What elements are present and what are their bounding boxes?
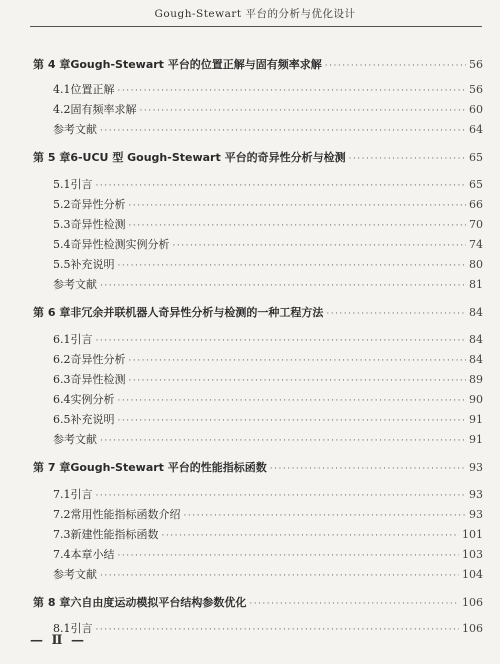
dot-leader [140, 106, 467, 116]
section-title: 本章小结 [70, 548, 115, 561]
page-number: 90 [469, 393, 483, 406]
chapter-title: Gough-Stewart 平台的位置正解与固有频率求解 [70, 58, 322, 71]
page-number: 74 [469, 238, 483, 251]
dot-leader [100, 126, 466, 136]
page-number: 91 [469, 433, 483, 446]
page-number: 101 [462, 528, 483, 541]
dot-leader [162, 531, 460, 541]
toc-section-5-3[interactable] [53, 216, 483, 232]
toc-section-7-2[interactable] [53, 506, 483, 522]
chapter-title: 六自由度运动模拟平台结构参数优化 [70, 596, 247, 609]
references-title: 参考文献 [53, 568, 97, 581]
section-title: 实例分析 [70, 393, 115, 406]
toc-section-6-1[interactable] [53, 331, 483, 347]
chapter-number: 第 7 章 [33, 461, 71, 474]
page-number: 93 [469, 488, 483, 501]
section-number: 6.4 [53, 393, 71, 406]
dot-leader [118, 396, 467, 406]
section-number: 6.3 [53, 373, 71, 386]
dot-leader [129, 356, 467, 366]
section-number: 5.1 [53, 178, 71, 191]
section-number: 4.2 [53, 103, 71, 116]
section-title: 补充说明 [70, 413, 115, 426]
page-number: 66 [469, 198, 483, 211]
toc-section-4-1[interactable] [53, 81, 483, 97]
toc-references-4[interactable] [53, 121, 483, 137]
section-title: 奇异性分析 [70, 198, 126, 211]
toc-section-5-5[interactable] [53, 256, 483, 272]
toc-section-7-4[interactable] [53, 546, 483, 562]
dot-leader [96, 625, 460, 635]
section-number: 8.1 [53, 622, 71, 635]
toc-chapter-8[interactable] [33, 594, 483, 610]
section-title: 奇异性分析 [70, 353, 126, 366]
section-number: 7.3 [53, 528, 71, 541]
page-number: 56 [469, 83, 483, 96]
dot-leader [118, 86, 467, 96]
page-number: 84 [469, 333, 483, 346]
toc-chapter-4[interactable] [33, 56, 483, 72]
page-number: 65 [469, 178, 483, 191]
dot-leader [96, 181, 467, 191]
toc-section-6-3[interactable] [53, 371, 483, 387]
page-number: 93 [469, 508, 483, 521]
page-number: 84 [469, 306, 483, 319]
toc-section-5-1[interactable] [53, 176, 483, 192]
page-number: 106 [462, 596, 483, 609]
page-number: 60 [469, 103, 483, 116]
chapter-number: 第 8 章 [33, 596, 71, 609]
section-title: 引言 [70, 178, 93, 191]
toc-references-5[interactable] [53, 276, 483, 292]
toc-section-4-2[interactable] [53, 101, 483, 117]
page-number: 89 [469, 373, 483, 386]
page-number: 70 [469, 218, 483, 231]
section-title: 引言 [70, 622, 93, 635]
section-title: 奇异性检测 [70, 218, 126, 231]
dot-leader [249, 599, 459, 609]
section-title: 引言 [70, 333, 93, 346]
dot-leader [325, 61, 466, 71]
section-title: 奇异性检测实例分析 [70, 238, 170, 251]
dot-leader [100, 281, 466, 291]
page-number: 103 [462, 548, 483, 561]
section-number: 5.4 [53, 238, 71, 251]
page-number: 64 [469, 123, 483, 136]
page-number: 56 [469, 58, 483, 71]
toc-references-6[interactable] [53, 431, 483, 447]
toc-section-6-5[interactable] [53, 411, 483, 427]
section-number: 7.2 [53, 508, 71, 521]
page-number: 93 [469, 461, 483, 474]
section-title: 常用性能指标函数介绍 [70, 508, 181, 521]
toc-chapter-6[interactable] [33, 304, 483, 320]
toc-section-8-1[interactable] [53, 620, 483, 636]
chapter-title: 非冗余并联机器人奇异性分析与检测的一种工程方法 [70, 306, 324, 319]
running-header: Gough-Stewart 平台的分析与优化设计 [154, 8, 356, 20]
dot-leader [270, 464, 466, 474]
dot-leader [326, 309, 466, 319]
toc-chapter-7[interactable] [33, 459, 483, 475]
page-number: 106 [462, 622, 483, 635]
toc-references-7[interactable] [53, 566, 483, 582]
chapter-title: 6-UCU 型 Gough-Stewart 平台的奇异性分析与检测 [70, 151, 346, 164]
toc-section-5-2[interactable] [53, 196, 483, 212]
section-number: 5.2 [53, 198, 71, 211]
dot-leader [96, 491, 467, 501]
page-number: 84 [469, 353, 483, 366]
dot-leader [349, 154, 466, 164]
section-number: 6.2 [53, 353, 71, 366]
page-number: 104 [462, 568, 483, 581]
section-title: 固有频率求解 [70, 103, 137, 116]
dot-leader [129, 221, 467, 231]
toc-section-6-2[interactable] [53, 351, 483, 367]
section-title: 位置正解 [70, 83, 115, 96]
toc-chapter-5[interactable] [33, 149, 483, 165]
section-title: 新建性能指标函数 [70, 528, 159, 541]
section-number: 4.1 [53, 83, 71, 96]
dot-leader [96, 336, 467, 346]
dot-leader [118, 261, 467, 271]
dot-leader [118, 551, 460, 561]
references-title: 参考文献 [53, 123, 97, 136]
page-number: 81 [469, 278, 483, 291]
section-number: 5.3 [53, 218, 71, 231]
toc-section-7-3[interactable] [53, 526, 483, 542]
page-number: 65 [469, 151, 483, 164]
section-number: 5.5 [53, 258, 71, 271]
page-number: 91 [469, 413, 483, 426]
references-title: 参考文献 [53, 278, 97, 291]
chapter-number: 第 5 章 [33, 151, 71, 164]
toc-section-6-4[interactable] [53, 391, 483, 407]
section-number: 7.4 [53, 548, 71, 561]
page-number: 80 [469, 258, 483, 271]
chapter-number: 第 6 章 [33, 306, 71, 319]
page-number-footer: — Ⅱ — [30, 633, 87, 648]
dot-leader [100, 436, 466, 446]
section-title: 奇异性检测 [70, 373, 126, 386]
dot-leader [129, 376, 467, 386]
dot-leader [184, 511, 467, 521]
chapter-title: Gough-Stewart 平台的性能指标函数 [70, 461, 267, 474]
section-number: 6.1 [53, 333, 71, 346]
toc-section-7-1[interactable] [53, 486, 483, 502]
dot-leader [173, 241, 467, 251]
section-title: 引言 [70, 488, 93, 501]
section-number: 7.1 [53, 488, 71, 501]
dot-leader [118, 416, 467, 426]
chapter-number: 第 4 章 [33, 58, 71, 71]
section-number: 6.5 [53, 413, 71, 426]
references-title: 参考文献 [53, 433, 97, 446]
dot-leader [100, 571, 459, 581]
section-title: 补充说明 [70, 258, 115, 271]
toc-section-5-4[interactable] [53, 236, 483, 252]
dot-leader [129, 201, 467, 211]
